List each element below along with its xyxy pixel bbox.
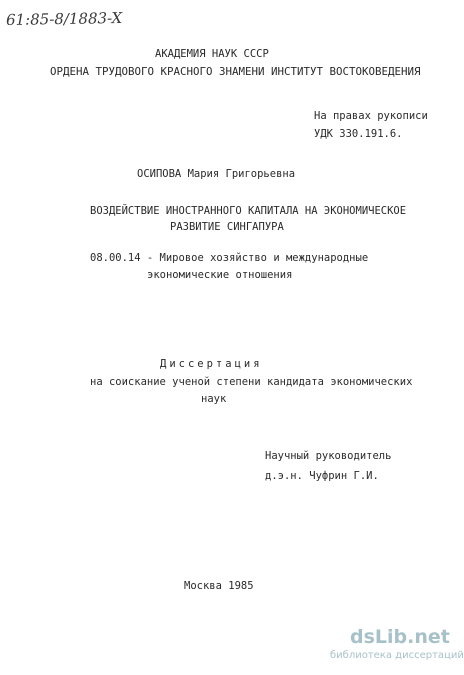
degree-line-2: наук [201,393,227,405]
rights-note: На правах рукописи [314,110,428,122]
dslib-watermark-tagline: библиотека диссертаций [330,650,464,661]
degree-line-1: на соискание ученой степени кандидата экономических [90,376,413,388]
city-year: Москва 1985 [184,580,254,592]
specialty-line-2: экономические отношения [147,269,293,281]
title-line-1: ВОЗДЕЙСТВИЕ ИНОСТРАННОГО КАПИТАЛА НА ЭКОНОМИЧЕСКОЕ [90,205,407,217]
dissertation-heading: Диссертация [160,358,263,370]
title-line-2: РАЗВИТИЕ СИНГАПУРА [170,221,284,233]
handwritten-archive-code: 61:85-8/1883-X [5,8,123,30]
supervisor-label: Научный руководитель [265,450,392,462]
author-name: ОСИПОВА Мария Григорьевна [137,168,296,180]
supervisor-name: д.э.н. Чуфрин Г.И. [265,470,379,482]
institute-name: ОРДЕНА ТРУДОВОГО КРАСНОГО ЗНАМЕНИ ИНСТИТУТ ВОСТОКОВЕДЕНИЯ [50,65,421,78]
specialty-line-1: 08.00.14 - Мировое хозяйство и международные [90,252,369,264]
dslib-watermark-logo: dsLib.net [350,626,450,648]
udk-code: УДК 330.191.6. [314,128,403,140]
academy-name: АКАДЕМИЯ НАУК СССР [155,48,269,60]
